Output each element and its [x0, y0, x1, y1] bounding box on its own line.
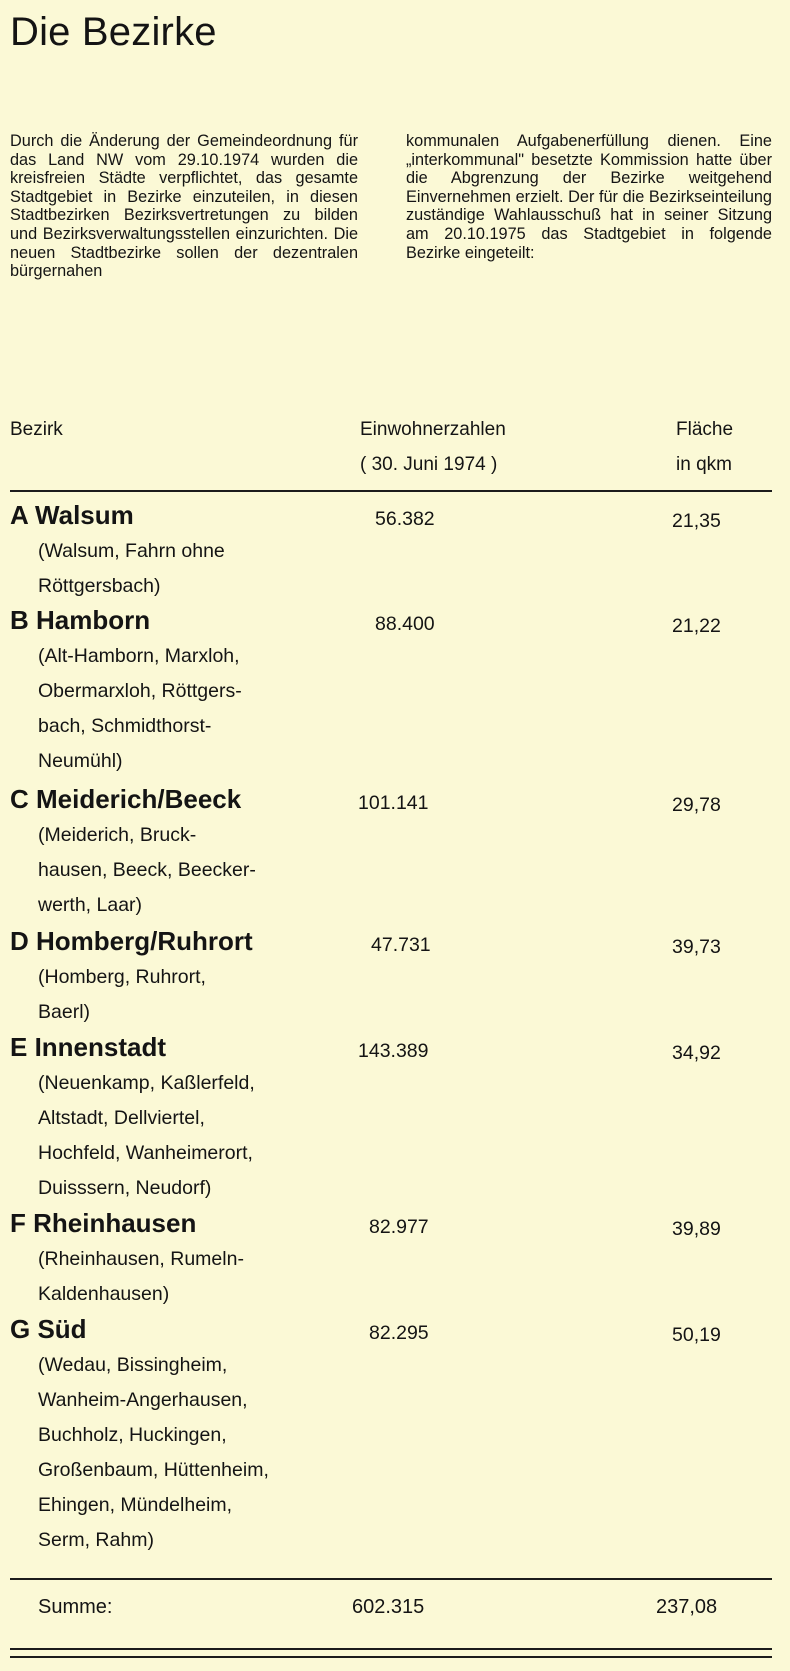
page-title: Die Bezirke	[10, 10, 217, 54]
intro-column-2: kommunalen Aufgabenerfüllung dienen. Eine „interkommunal" besetzte Kommission hatte über die Abgrenzung der Bezirke weitgehend Einvernehmen erzielt. Der für die Bezirkseinteilung zuständige Wahlausschuß hat in seiner Sitzung am 20.10.1975 das Stadtgebiet in folgende Bezirke eingeteilt:	[406, 132, 772, 262]
district-area: 50,19	[672, 1324, 721, 1346]
sum-area: 237,08	[656, 1596, 718, 1618]
district-name: G Süd	[10, 1314, 87, 1344]
district-description: (Alt-Hamborn, Marxloh, Obermarxloh, Röttgers- bach, Schmidthorst- Neumühl)	[38, 645, 242, 772]
district-population: 56.382	[375, 508, 435, 530]
district-description: (Wedau, Bissingheim, Wanheim-Angerhausen, Buchholz, Huckingen, Großenbaum, Hüttenheim, Ehingen, Mündelheim, Serm, Rahm)	[38, 1354, 269, 1551]
district-population: 101.141	[358, 792, 429, 814]
district-name: F Rheinhausen	[10, 1208, 197, 1238]
bottom-rule-2	[10, 1656, 772, 1658]
district-area: 21,35	[672, 510, 721, 532]
district-description: (Meiderich, Bruck- hausen, Beeck, Beecker- werth, Laar)	[38, 824, 256, 916]
district-description: (Neuenkamp, Kaßlerfeld, Altstadt, Dellviertel, Hochfeld, Wanheimerort, Duisssern, Neudorf)	[38, 1072, 255, 1199]
district-name: B Hamborn	[10, 605, 151, 635]
district-name: A Walsum	[10, 500, 134, 530]
district-description: (Homberg, Ruhrort, Baerl)	[38, 966, 206, 1023]
sum-population: 602.315	[352, 1596, 425, 1618]
district-description: (Walsum, Fahrn ohne Röttgersbach)	[38, 540, 225, 597]
district-population: 47.731	[371, 934, 431, 956]
district-area: 39,73	[672, 936, 721, 958]
header-population-date: ( 30. Juni 1974 )	[360, 454, 498, 475]
district-population: 82.295	[369, 1322, 429, 1344]
header-rule	[10, 490, 772, 492]
sum-rule-top	[10, 1578, 772, 1580]
district-description: (Rheinhausen, Rumeln- Kaldenhausen)	[38, 1248, 244, 1305]
district-name: E Innenstadt	[10, 1032, 167, 1062]
district-area: 29,78	[672, 794, 721, 816]
district-population: 88.400	[375, 613, 435, 635]
intro-column-1: Durch die Änderung der Gemeindeordnung für das Land NW vom 29.10.1974 wurden die kreisfreien Städte verpflichtet, das gesamte Stadtgebiet in Bezirke einzuteilen, in diesen Stadtbezirken Bezirksvertretungen zu bilden und Bezirksverwaltungsstellen einzurichten. Die neuen Stadtbezirke sollen der dezentralen bürgernahen	[10, 132, 358, 281]
sum-label: Summe:	[38, 1596, 113, 1618]
header-area-unit: in qkm	[676, 454, 732, 475]
district-name: D Homberg/Ruhrort	[10, 926, 253, 956]
district-area: 34,92	[672, 1042, 721, 1064]
bottom-rule-1	[10, 1648, 772, 1650]
district-area: 39,89	[672, 1218, 721, 1240]
district-population: 143.389	[358, 1040, 429, 1062]
header-population: Einwohnerzahlen	[360, 419, 506, 440]
district-population: 82.977	[369, 1216, 429, 1238]
district-name: C Meiderich/Beeck	[10, 784, 242, 814]
district-area: 21,22	[672, 615, 721, 637]
header-bezirk: Bezirk	[10, 419, 63, 440]
header-area: Fläche	[676, 419, 734, 440]
